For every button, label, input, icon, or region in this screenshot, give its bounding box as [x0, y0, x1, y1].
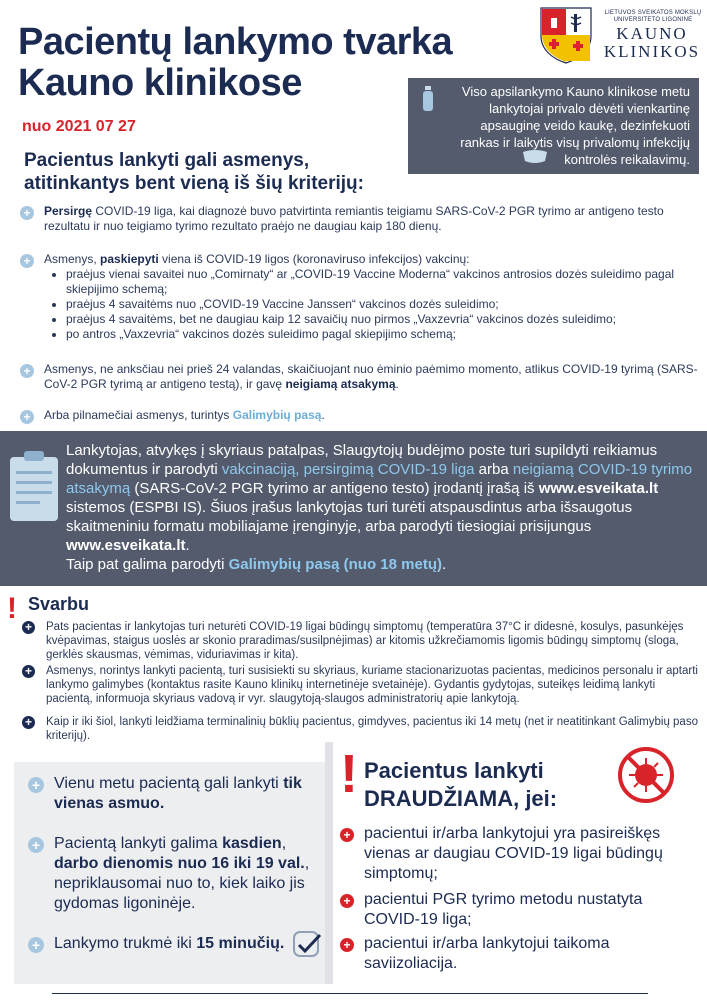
plus-icon: + — [28, 777, 44, 793]
title-line-2: Kauno klinikose — [18, 62, 302, 104]
important-item — [22, 620, 702, 662]
hospital-name — [599, 25, 705, 61]
no-virus-icon — [616, 745, 676, 805]
vaccine-sublist — [66, 267, 700, 342]
visitor-info-text — [66, 441, 693, 555]
criterion-pass-text: Arba pilnamečiai asmenys, turintys — [44, 408, 233, 422]
criterion-pass-end: . — [321, 408, 325, 422]
rule-visiting-hours — [28, 834, 318, 914]
plus-icon: + — [22, 665, 35, 678]
rule-hours-text: Pacientą lankyti galima — [54, 835, 223, 852]
important-item-text: Asmenys, norintys lankyti pacientą, turi susisiekti su skyriaus, kuriame stacionarizuotas pacientas, medicinos personalu ir aptarti lankymo galimybes (kontaktus rasite Kauno klinikų internetinėje svetainėje). Gydantis gydytojas, suteikęs leidimą lankyti pacientą, informuoja skyriaus vadovą ir vyr. slaugytoją-slaugos administratorių apie lankytoją. — [46, 665, 698, 705]
rule-hours-bold-1: kasdien — [222, 835, 282, 852]
plus-icon: + — [22, 621, 35, 634]
rule-one-visitor-text: Vienu metu pacientą gali lankyti — [54, 775, 284, 792]
vaccine-sub-item: • praėjus 4 savaitėms nuo „COVID-19 Vaccine Janssen“ vakcinos dozės suleidimo; — [66, 297, 700, 312]
criterion-pass — [20, 408, 700, 423]
visitor-text-3: (SARS-CoV-2 PGR tyrimo ar antigeno testo) įrodantį įrašą iš — [130, 480, 539, 497]
vaccine-sub-item: • praėjus 4 savaitėms, bet ne daugiau kaip 12 savaičių nuo pirmos „Vaxzevria“ vakcinos dozės suleidimo; — [66, 312, 700, 327]
org-line-2: UNIVERSITETO LIGONINĖ — [613, 17, 693, 23]
hospital-name-line-1: KAUNO — [616, 24, 688, 43]
important-item-text: Pats pacientas ir lankytojas turi neturėti COVID-19 ligai būdingų simptomų (temperatūra 37°C ir didesnė, kosulys, pasunkėjęs kvėpavimas, staigus uoslės ar skonio praradimas/susilpnėjimas) ar kitomis užkrečiamomis ligomis būdingų simptomų (sloga, gerklės skausmas, vėmimas, viduriavimas ir kita). — [46, 621, 684, 661]
title-line-1: Pacientų lankymo tvarka — [18, 21, 453, 63]
visitor-site-2: www.esveikata.lt — [66, 537, 186, 554]
criteria-heading: Pacientus lankyti gali asmenys, atitinkantys bent vieną iš šių kriterijų: — [24, 150, 364, 194]
exclamation-icon: ! — [340, 744, 358, 804]
criterion-vaccinated — [20, 252, 700, 342]
important-item-text: Kaip ir iki šiol, lankyti leidžiama terminalinių būklių pacientus, gimdyves, pacientus iki 14 metų (net ir neatitinkant Galimybių paso kriterijų). — [46, 716, 698, 742]
visitor-text-1: Lankytojas, atvykęs į skyriaus patalpas, Slaugytojų budėjmo poste turi supildyti reikiamus dokumentus ir parodyti — [66, 442, 658, 478]
plus-icon: + — [20, 364, 34, 378]
plus-icon: + — [28, 837, 44, 853]
plus-icon: + — [340, 894, 354, 908]
criterion-negative-test-end: . — [395, 377, 399, 391]
visitor-text-6: Taip pat galima parodyti — [66, 556, 229, 573]
criterion-negative-test — [20, 362, 700, 392]
criterion-pass-highlight: Galimybių pasą — [232, 408, 322, 422]
important-heading: Svarbu — [28, 594, 90, 614]
org-name — [601, 10, 705, 24]
criterion-recovered-bold: Persirgę — [44, 204, 93, 218]
visitor-pass-line — [66, 555, 693, 574]
forbidden-item-text: pacientui ir/arba lankytojui taikoma saviizoliacija. — [364, 935, 610, 972]
forbidden-title-line-2: DRAUDŽIAMA, jei: — [364, 786, 558, 811]
plus-icon: + — [340, 828, 354, 842]
plus-icon: + — [20, 254, 34, 268]
forbidden-item — [340, 824, 690, 884]
vaccine-sub-item: • praėjus vienai savaitei nuo „Comirnaty“ ar „COVID-19 Vaccine Moderna“ vakcinos antrosios dozės suleidimo pagal skiepijimo schemą; — [66, 267, 700, 297]
criterion-vaccinated-bold: paskiepyti — [100, 252, 159, 266]
forbidden-item — [340, 890, 690, 930]
checkmark-icon — [292, 930, 322, 960]
rule-hours-bold-2: darbo dienomis nuo 16 iki 19 val. — [54, 855, 305, 872]
rule-one-visitor — [28, 774, 318, 814]
coat-of-arms-icon — [539, 6, 593, 64]
criterion-recovered-text: COVID-19 liga, kai diagnozė buvo patvirtinta remiantis teigiamu SARS-CoV-2 PGR tyrimo ar antigeno testo rezultatu ir nuo teigiamo tyrimo rezultato praėjo ne daugiau kaip 180 dienų. — [44, 204, 664, 233]
forbidden-item-text: pacientui PGR tyrimo metodu nustatyta COVID-19 liga; — [364, 891, 643, 928]
panel-divider — [325, 742, 333, 984]
rule-hours-post: , nepriklausomai nuo to, kiek laiko jis gydomas ligoninėje. — [54, 855, 310, 912]
criterion-negative-test-text: Asmenys, ne anksčiau nei prieš 24 valandas, skaičiuojant nuo ėminio paėmimo momento, atlikus COVID-19 tyrimą (SARS-CoV-2 PGR tyrimą ar antigeno testą), ir gavę — [44, 362, 698, 391]
criterion-vaccinated-post: viena iš COVID-19 ligos (koronaviruso infekcijos) vakcinų: — [158, 252, 470, 266]
rule-duration-bold: 15 minučių. — [196, 935, 285, 952]
plus-icon: + — [340, 938, 354, 952]
face-mask-icon — [520, 146, 550, 166]
visitor-text-5: . — [185, 537, 190, 554]
mask-notice-box — [408, 78, 699, 174]
exclamation-icon: ! — [7, 592, 17, 625]
plus-icon: + — [22, 716, 35, 729]
forbidden-title — [364, 757, 604, 813]
criterion-vaccinated-pre: Asmenys, — [44, 252, 101, 266]
rule-duration — [28, 934, 318, 954]
rule-hours-sep: , — [281, 835, 287, 852]
bottom-divider — [52, 993, 648, 994]
visitor-text-4: sistemos (ESPBI IS). Šiuos įrašus lankytojas turi turėti atspausdintus arba išsaugotus skaitmeniniu formatu mobiliajame įrenginyje, arba parodyti tiesiogiai prisijungus — [66, 499, 633, 535]
visitor-highlight-2: neigiamą COVID-19 tyrimo atsakymą — [66, 461, 693, 497]
vaccine-sub-item: • po antros „Vaxzevria“ vakcinos dozės suleidimo pagal skiepijimo schemą; — [66, 327, 700, 342]
org-line-1: LIETUVOS SVEIKATOS MOKSLŲ — [604, 10, 702, 16]
important-item — [22, 664, 702, 706]
visitor-highlight-3: Galimybių pasą (nuo 18 metų) — [228, 556, 442, 573]
criterion-recovered — [20, 204, 700, 234]
plus-icon: + — [20, 410, 34, 424]
visit-rules-panel — [14, 762, 325, 984]
forbidden-item-text: pacientui ir/arba lankytojui yra pasireiškęs vienas ar daugiau COVID-19 ligai būdingų simptomų; — [364, 825, 663, 882]
visitor-text-7: . — [441, 556, 447, 573]
visitor-highlight-1: vakcinaciją, persirgimą COVID-19 liga — [221, 461, 475, 478]
sanitizer-icon — [422, 86, 434, 112]
important-item — [22, 715, 702, 743]
plus-icon: + — [20, 206, 34, 220]
plus-icon: + — [28, 937, 44, 953]
forbidden-title-line-1: Pacientus lankyti — [364, 758, 544, 783]
hospital-logo — [539, 6, 705, 66]
clipboard-icon — [8, 451, 60, 523]
forbidden-item — [340, 934, 690, 974]
visitor-text-2: arba — [474, 461, 513, 478]
visitor-info-band — [0, 431, 707, 586]
effective-date: nuo 2021 07 27 — [22, 118, 136, 135]
rule-duration-text: Lankymo trukmė iki — [54, 935, 197, 952]
criterion-negative-test-bold: neigiamą atsakymą — [285, 377, 396, 391]
rule-one-visitor-bold: tik vienas asmuo. — [54, 775, 302, 812]
visitor-site-1: www.esveikata.lt — [538, 480, 659, 497]
mask-notice-text: Viso apsilankymo Kauno klinikose metu lankytojai privalo dėvėti vienkartinę apsauginę veido kaukę, dezinfekuoti rankas ir laikytis visų privalomų infekcijų kontrolės reikalavimų. — [460, 84, 690, 167]
hospital-name-line-2: KLINIKOS — [603, 42, 701, 61]
